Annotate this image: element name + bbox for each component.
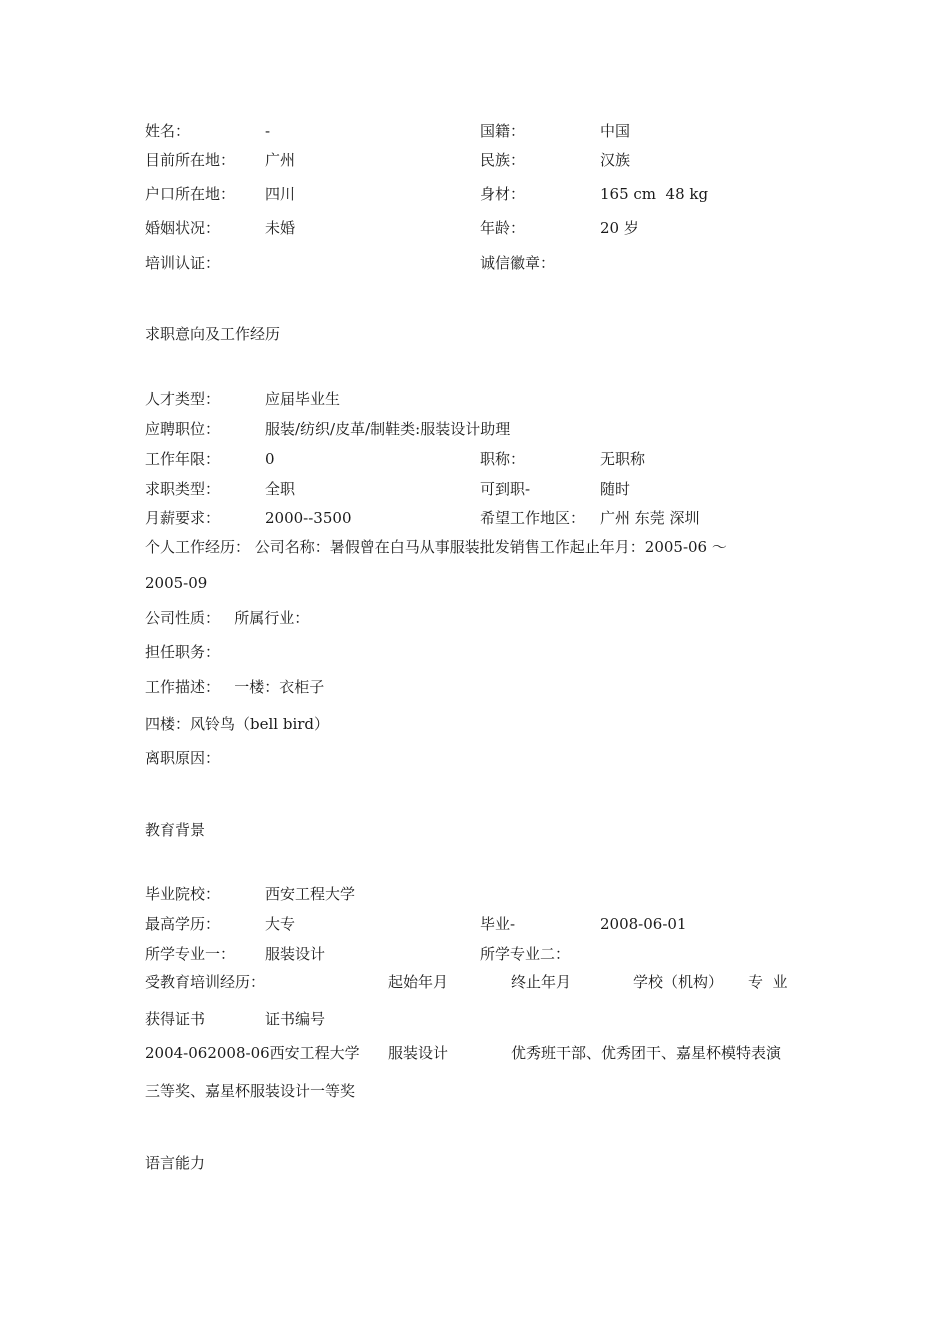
education-row-major: 服装设计 xyxy=(388,1044,449,1062)
company-nature: 公司性质： 所属行业： xyxy=(145,609,310,627)
years-label: 工作年限： xyxy=(145,450,221,468)
experience-line-1: 个人工作经历： 公司名称：暑假曾在白马从事服装批发销售工作起止年月：2005-06 ～ xyxy=(145,538,727,556)
integrity-label: 诚信徽章： xyxy=(480,254,556,272)
available-label: 可到职- xyxy=(480,480,531,498)
major2-label: 所学专业二： xyxy=(480,945,571,963)
talent-type-value: 应届毕业生 xyxy=(265,390,341,408)
job-section-heading: 求职意向及工作经历 xyxy=(145,325,281,343)
col-end: 终止年月 xyxy=(511,973,572,991)
school-label: 毕业院校： xyxy=(145,885,221,903)
major1-value: 服装设计 xyxy=(265,945,326,963)
education-row-dates: 2004-062008-06西安工程大学 xyxy=(145,1044,360,1062)
job-type-value: 全职 xyxy=(265,480,296,498)
nationality-label: 国籍： xyxy=(480,122,526,140)
position-label: 应聘职位： xyxy=(145,420,221,438)
col-cert-no: 证书编号 xyxy=(265,1010,326,1028)
region-value: 广州 东莞 深圳 xyxy=(600,509,700,527)
leave-reason: 离职原因： xyxy=(145,749,221,767)
education-heading: 教育背景 xyxy=(145,821,206,839)
school-value: 西安工程大学 xyxy=(265,885,356,903)
duty: 担任职务： xyxy=(145,643,221,661)
body-label: 身材： xyxy=(480,185,526,203)
title-value: 无职称 xyxy=(600,450,646,468)
graduate-label: 毕业- xyxy=(480,915,516,933)
marital-value: 未婚 xyxy=(265,219,296,237)
name-value: - xyxy=(265,122,271,140)
years-value: 0 xyxy=(265,450,275,468)
region-label: 希望工作地区： xyxy=(480,509,586,527)
language-heading: 语言能力 xyxy=(145,1154,206,1172)
salary-value: 2000--3500 xyxy=(265,509,352,527)
education-row-awards-cont: 三等奖、嘉星杯服装设计一等奖 xyxy=(145,1082,356,1100)
title-label: 职称： xyxy=(480,450,526,468)
salary-label: 月薪要求： xyxy=(145,509,221,527)
location-value: 广州 xyxy=(265,151,296,169)
name-label: 姓名： xyxy=(145,122,191,140)
col-cert: 获得证书 xyxy=(145,1010,206,1028)
major1-label: 所学专业一： xyxy=(145,945,236,963)
talent-type-label: 人才类型： xyxy=(145,390,221,408)
age-label: 年龄： xyxy=(480,219,526,237)
age-value: 20 岁 xyxy=(600,219,639,237)
experience-line-2: 2005-09 xyxy=(145,574,208,592)
training-history-label: 受教育培训经历： xyxy=(145,973,266,991)
work-description: 工作描述： 一楼：衣柜子 xyxy=(145,678,325,696)
education-row-awards: 优秀班干部、优秀团干、嘉星杯模特表演 xyxy=(511,1044,782,1062)
col-major: 专 业 xyxy=(748,973,788,991)
degree-value: 大专 xyxy=(265,915,296,933)
job-type-label: 求职类型： xyxy=(145,480,221,498)
nationality-value: 中国 xyxy=(600,122,631,140)
ethnicity-value: 汉族 xyxy=(600,151,631,169)
position-value: 服装/纺织/皮革/制鞋类:服装设计助理 xyxy=(265,420,511,438)
degree-label: 最高学历： xyxy=(145,915,221,933)
training-label: 培训认证： xyxy=(145,254,221,272)
col-school: 学校（机构） xyxy=(633,973,724,991)
location-label: 目前所在地： xyxy=(145,151,236,169)
marital-label: 婚姻状况： xyxy=(145,219,221,237)
col-start: 起始年月 xyxy=(388,973,449,991)
hukou-label: 户口所在地： xyxy=(145,185,236,203)
graduate-value: 2008-06-01 xyxy=(600,915,687,933)
floor4-description: 四楼：风铃鸟（bell bird） xyxy=(145,715,330,733)
hukou-value: 四川 xyxy=(265,185,296,203)
body-value: 165 cm 48 kg xyxy=(600,185,709,203)
ethnicity-label: 民族： xyxy=(480,151,526,169)
available-value: 随时 xyxy=(600,480,631,498)
